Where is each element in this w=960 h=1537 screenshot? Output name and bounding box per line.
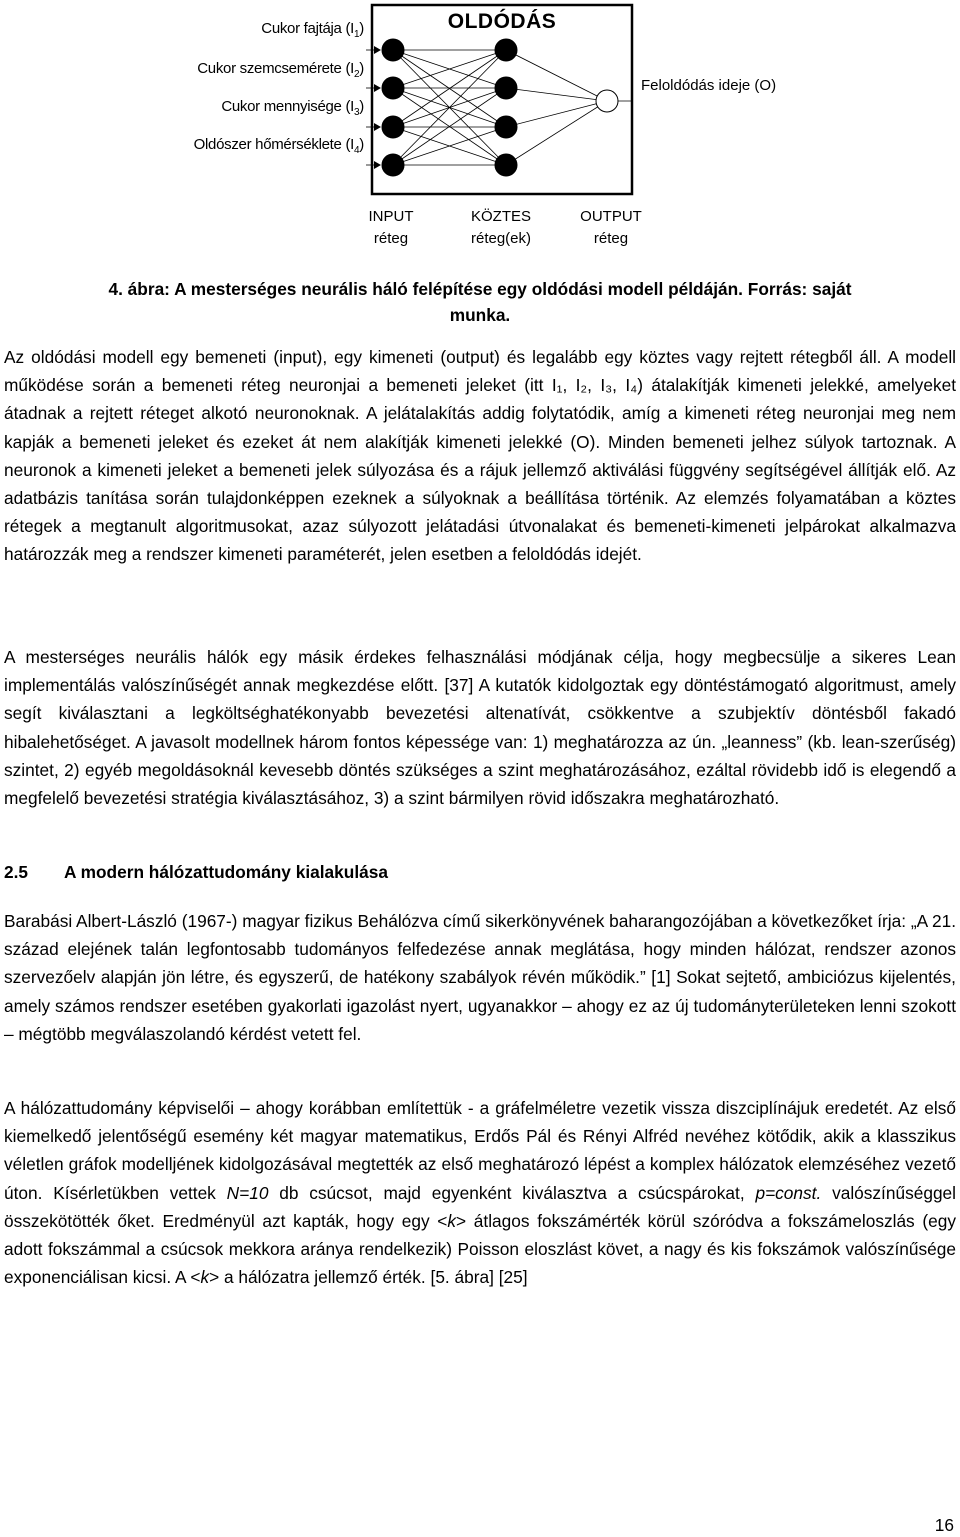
input-node-2 <box>382 77 404 99</box>
neural-network-figure <box>0 0 960 260</box>
input-label-1: Cukor fajtája $(I_1)$ <box>261 20 364 40</box>
network-connections <box>393 50 632 165</box>
hidden-node-1 <box>495 39 517 61</box>
caption-line-1: 4. ábra: A mesterséges neurális háló felépítése egy oldódási modell példáján. Forrás: saját <box>108 279 852 299</box>
paragraph-1: Az oldódási modell egy bemeneti (input), egy kimeneti (output) és legalább egy köztes vagy rejtett rétegből áll. A modell működése során a bemeneti réteg neuronjai a bemeneti jeleket (itt I₁, I₂, I₃, I₄) átalakítják kimeneti jelekké, amelyeket átadnak a rejtett réteget alkotó neuronoknak. A jelátalakítás addig folytatódik, amíg a kimeneti réteg neuronjai meg nem kapják a bemeneti jeleket és ezeket át nem alakítják kimeneti jelekké (O). Minden bemeneti jelhez súlyok tartoznak. A neuronok a kimeneti jeleket a bemeneti jelek súlyozása és a rájuk jellemző aktiválási függvény segítségével állítják elő. Az adatbázis tanítása során tulajdonképpen ezeknek a súlyoknak a beállítása történik. Az elemzés folyamatában a köztes rétegek a megtanult algoritmusokat, azaz súlyozott jelátadási útvonalakat és bemeneti-kimeneti jelpárokat alkalmazva határozzák meg a rendszer kimeneti paraméterét, jelen esetben a feloldódás idejét. <box>4 347 956 565</box>
page-number: 16 <box>934 1515 954 1535</box>
caption-line-2: munka. <box>449 305 511 325</box>
input-label-4: Oldószer hőmérséklete $(I_4)$ <box>193 136 364 156</box>
input-node-3 <box>382 116 404 138</box>
arrowhead-2 <box>374 84 381 92</box>
paragraph-3: Barabási Albert-László (1967-) magyar fizikus Behálózva című sikerkönyvének baharangozójában a következőket írja: „A 21. század elejének talán legfontosabb tudományos felfedezése annak meglátása, hogy minden hálózat, rendszer azonos szervezőelv alapján jön létre, és egyszerű, de hatékony szabályok révén működik.” [1] Sokat sejtető, ambiciózus kijelentés, amely számos rendszer esetében gyakorlati igazolást nyert, ugyanakkor – ahogy ez az új tudományterületeken lenni szokott – mégtöbb megválaszolandó kérdést vetett fel. <box>4 911 956 1044</box>
arrowhead-4 <box>374 161 381 169</box>
connection-hidden-output <box>506 88 607 101</box>
connection-hidden-output <box>506 101 607 165</box>
input-node-1 <box>382 39 404 61</box>
input-label-2: Cukor szemcsemérete $(I_2)$ <box>197 60 364 80</box>
figure-title: OLDÓDÁS <box>447 10 557 33</box>
connection-hidden-output <box>506 101 607 127</box>
hidden-node-3 <box>495 116 517 138</box>
connection-hidden-output <box>506 50 607 101</box>
section-number: 2.5 <box>4 862 29 882</box>
arrowhead-3 <box>374 123 381 131</box>
layer-label-hidden: KÖZTES réteg(ek) <box>470 208 532 247</box>
figure-caption <box>0 276 960 328</box>
paragraph-2: A mesterséges neurális hálók egy másik érdekes felhasználási módjának célja, hogy megbecsülje a sikeres Lean implementálás valószínűségét annak megkezdése előtt. [37] A kutatók kidolgoztak egy döntéstámogató algoritmust, amely segít kiválasztani a legköltséghatékonyabb bevezetési altenatívát, csökkentve a szubjektív döntésből fakadó hibalehetőséget. A javasolt modellnek három fontos képessége van: 1) meghatározza az ún. „leanness” (kb. lean-szerűség) szintet, 2) egyéb megoldásoknál kevesebb döntés szükséges a szint meghatározásához, ezáltal rövidebb idő is elegendő a megfelelő bevezetési stratégia kiválasztásához, 3) a szint bármilyen rövid időszakra meghatározható. <box>4 647 956 809</box>
output-label: Feloldódás ideje (O) <box>641 77 777 94</box>
input-arrows <box>366 46 381 169</box>
output-node <box>596 90 618 112</box>
input-label-3: Cukor mennyisége $(I_3)$ <box>221 98 364 118</box>
hidden-node-4 <box>495 154 517 176</box>
hidden-node-2 <box>495 77 517 99</box>
section-heading <box>4 858 388 886</box>
layer-label-input: INPUT réteg <box>368 208 414 247</box>
arrowhead-1 <box>374 46 381 54</box>
input-node-4 <box>382 154 404 176</box>
paragraph-4: A hálózattudomány képviselői – ahogy korábban említettük - a gráfelméletre vezetik vissza diszciplínájuk eredetét. Az első kiemelkedő jelentőségű esemény két magyar matematikus, Erdős Pál és Rényi Alfréd nevéhez kötődik, akik a klasszikus véletlen gráfok modelljének kidolgozásával megtették az első meghatározó lépést a komplex hálózatok elemzéséhez vezető úton. Kísérletükben vettek N=10 db csúcsot, majd egyenként kiválasztva a csúcspárokat, p=const. valószínűséggel összekötötték őket. Eredményül azt kapták, hogy egy <k> átlagos fokszámérték körül szóródva a fokszámeloszlás (egy adott fokszámmal a csúcsok mekkora aránya rendelkezik) Poisson eloszlást követ, a nagy és kis fokszámok valószínűsége exponenciálisan kicsi. A <k> a hálózatra jellemző érték. [5. ábra] [25] <box>4 1098 957 1288</box>
section-title: A modern hálózattudomány kialakulása <box>64 862 388 882</box>
layer-label-output: OUTPUT réteg <box>580 208 642 247</box>
